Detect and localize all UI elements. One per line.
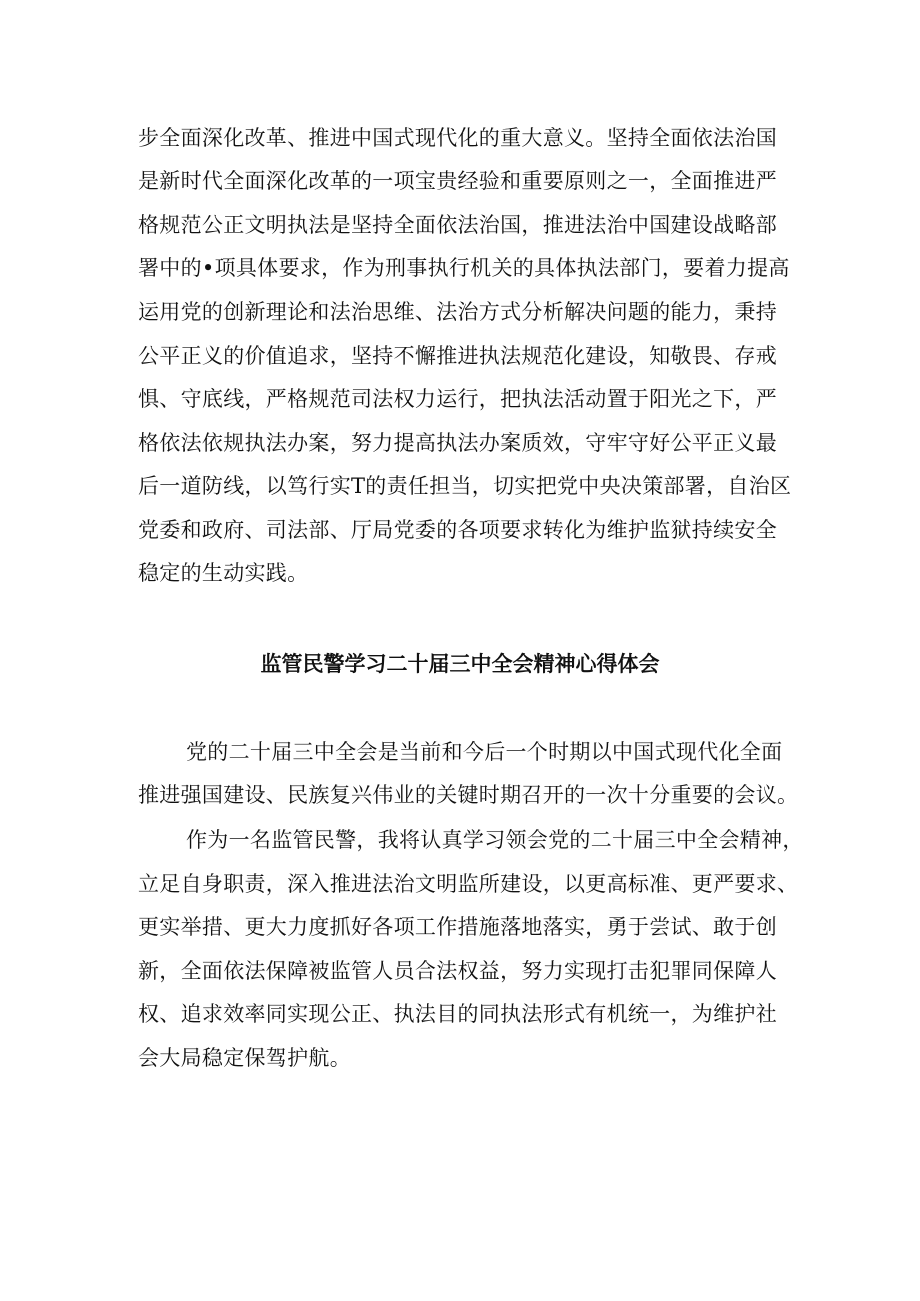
text-line: 党的二十届三中全会是当前和今后一个时期以中国式现代化全面	[186, 740, 783, 764]
text-line: 公平正义的价值追求，坚持不懈推进执法规范化建设，知敬畏、存戒	[138, 344, 777, 368]
text-line: 推进强国建设、民族复兴伟业的关键时期召开的一次十分重要的会议。	[138, 783, 799, 807]
text-line: 惧、守底线，严格规范司法权力运行，把执法活动置于阳光之下，严	[138, 387, 777, 411]
text-line: 是新时代全面深化改革的一项宝贵经验和重要原则之一，全面推进严	[138, 169, 777, 193]
text-line: 稳定的生动实践。	[138, 561, 309, 585]
text-line: 立足自身职责，深入推进法治文明监所建设，以更高标准、更严要求、	[138, 872, 799, 896]
text-line: 格规范公正文明执法是坚持全面依法治国，推进法治中国建设战略部	[138, 213, 777, 237]
text-line: 后一道防线，以笃行实T的责任担当，切实把党中央决策部署，自治区	[138, 474, 792, 498]
text-line: 步全面深化改革、推进中国式现代化的重大意义。坚持全面依法治国	[138, 126, 777, 150]
text-line: 会大局稳定保驾护航。	[138, 1046, 351, 1070]
text-line: 更实举措、更大力度抓好各项工作措施落地落实，勇于尝试、敢于创	[138, 915, 777, 939]
text-line: 署中的•项具体要求，作为刑事执行机关的具体执法部门，要着力提高	[138, 256, 790, 280]
section-heading: 监管民警学习二十届三中全会精神心得体会	[260, 651, 660, 676]
text-line: 权、追求效率同实现公正、执法目的同执法形式有机统一，为维护社	[138, 1002, 777, 1026]
text-line: 格依法依规执法办案，努力提高执法办案质效，守牢守好公平正义最	[138, 431, 777, 455]
text-line: 新，全面依法保障被监管人员合法权益，努力实现打击犯罪同保障人	[138, 959, 777, 983]
text-line: 党委和政府、司法部、厅局党委的各项要求转化为维护监狱持续安全	[138, 518, 777, 542]
text-line: 作为一名监管民警，我将认真学习领会党的二十届三中全会精神，	[186, 828, 804, 852]
text-line: 运用党的创新理论和法治思维、法治方式分析解决问题的能力，秉持	[138, 300, 777, 324]
